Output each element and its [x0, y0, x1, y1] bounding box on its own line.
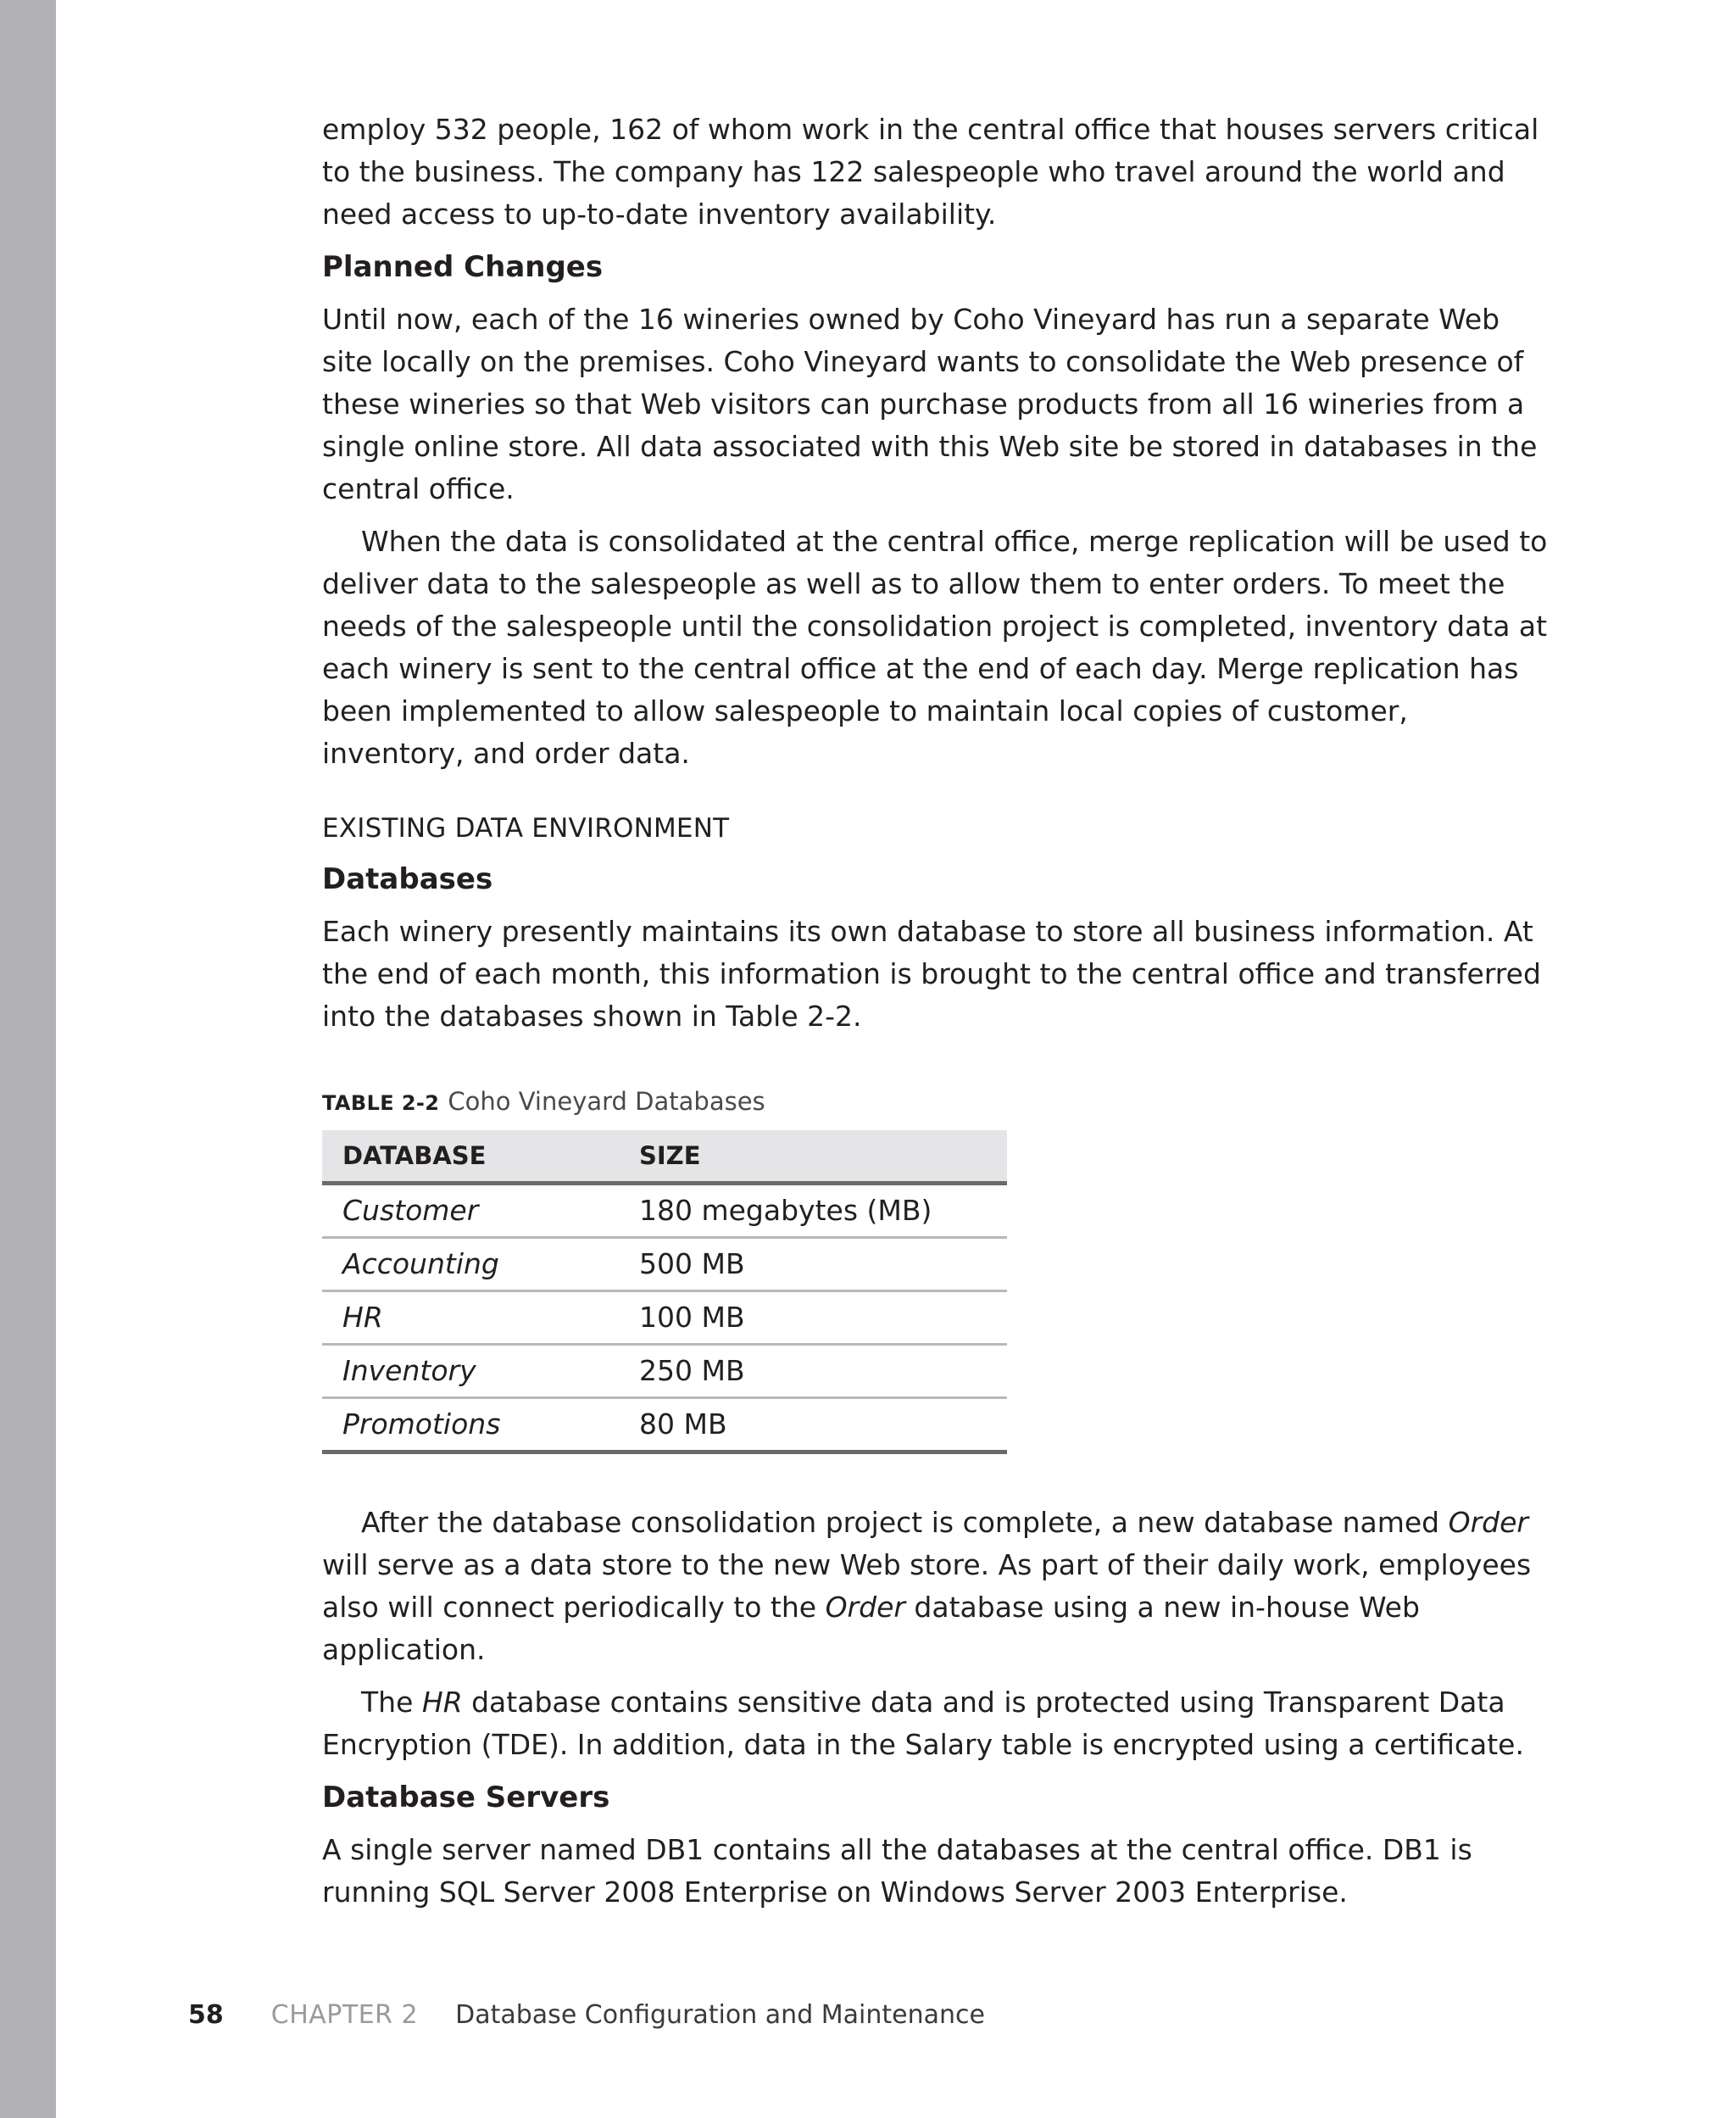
chapter-label: CHAPTER 2	[270, 2000, 419, 2030]
cell-database-size: 80 MB	[619, 1398, 1007, 1452]
table-caption	[322, 1082, 1551, 1122]
cell-database-name: Customer	[322, 1184, 619, 1238]
cell-database-name: HR	[322, 1291, 619, 1345]
text-run-italic: Order	[1448, 1506, 1528, 1539]
page-footer	[188, 1998, 985, 2032]
column-header-database: DATABASE	[322, 1130, 619, 1184]
page-number: 58	[188, 2000, 224, 2030]
page-content	[322, 109, 1551, 1924]
paragraph-employees: employ 532 people, 162 of whom work in the central office that houses servers critical to the business. The company has 122 salespeople who travel around the world and need access to up-to-date inventory availability.	[322, 113, 1539, 231]
table-row	[322, 1291, 1007, 1345]
databases-table	[322, 1130, 1007, 1454]
table-row	[322, 1238, 1007, 1291]
paragraph-merge-replication: When the data is consolidated at the central office, merge replication will be used to deliver data to the salespeople as well as to allow them to enter orders. To meet the needs of the salespeople until the consolidation project is completed, inventory data at each winery is sent to the central office at the end of each day. Merge replication has been implemented to allow salespeople to maintain local copies of customer, inventory, and order data.	[322, 525, 1548, 770]
cell-database-size: 500 MB	[619, 1238, 1007, 1291]
text-run-italic: HR	[421, 1686, 463, 1719]
cell-database-size: 100 MB	[619, 1291, 1007, 1345]
text-run: After the database consolidation project is complete, a new database named	[361, 1506, 1449, 1539]
chapter-title: Database Configuration and Maintenance	[455, 2000, 985, 2030]
paragraph-order-database	[322, 1502, 1551, 1671]
heading-database-servers: Database Servers	[322, 1781, 610, 1814]
paragraph-database-servers: A single server named DB1 contains all the databases at the central office. DB1 is running SQL Server 2008 Enterprise on Windows Server 2003 Enterprise.	[322, 1833, 1472, 1909]
cell-database-name: Inventory	[322, 1345, 619, 1398]
table-row	[322, 1345, 1007, 1398]
cell-database-size: 180 megabytes (MB)	[619, 1184, 1007, 1238]
heading-databases: Databases	[322, 862, 493, 896]
paragraph-planned-changes: Until now, each of the 16 wineries owned by Coho Vineyard has run a separate Web site locally on the premises. Coho Vineyard wants to consolidate the Web presence of these wineries so that Web visitors can purchase products from all 16 wineries from a single online store. All data associated with this Web site be stored in databases in the central office.	[322, 303, 1538, 505]
text-run: database contains sensitive data and is protected using Transparent Data Encryption (TDE). In addition, data in the Salary table is encrypted using a certificate.	[322, 1686, 1524, 1761]
text-run: will serve as a data store to the new Web store. As part of their daily work, employees also will connect periodically to the	[322, 1548, 1532, 1624]
cell-database-name: Promotions	[322, 1398, 619, 1452]
cell-database-name: Accounting	[322, 1238, 619, 1291]
text-run-italic: Order	[825, 1591, 905, 1624]
text-run: The	[361, 1686, 422, 1719]
heading-planned-changes: Planned Changes	[322, 250, 604, 284]
table-caption-label: TABLE 2-2	[322, 1091, 440, 1115]
page-side-bar	[0, 0, 56, 2118]
table-row	[322, 1184, 1007, 1238]
table-header-row	[322, 1130, 1007, 1184]
table-caption-title: Coho Vineyard Databases	[448, 1087, 765, 1116]
paragraph-databases: Each winery presently maintains its own database to store all business information. At the end of each month, this information is brought to the central office and transferred into the databases shown in Table 2-2.	[322, 915, 1541, 1033]
column-header-size: SIZE	[619, 1130, 1007, 1184]
heading-existing-data-environment: EXISTING DATA ENVIRONMENT	[322, 813, 730, 844]
table-row	[322, 1398, 1007, 1452]
cell-database-size: 250 MB	[619, 1345, 1007, 1398]
paragraph-hr-database	[322, 1681, 1551, 1766]
text-run: database using a new in-house Web application.	[322, 1591, 1420, 1666]
